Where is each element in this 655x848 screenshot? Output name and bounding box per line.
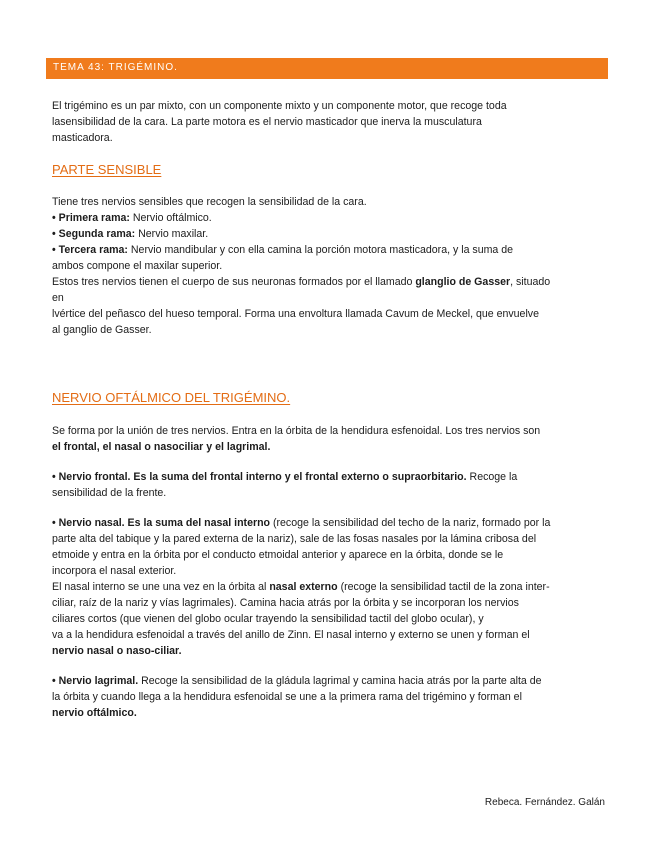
author-signature: Rebeca. Fernández. Galán: [484, 797, 605, 808]
emphasis-term: glanglio de Gasser: [415, 276, 511, 288]
body-line: incorpora el nasal exterior.: [52, 565, 177, 577]
parte-sensible-body: [52, 194, 604, 338]
list-item: [52, 242, 604, 258]
body-line: etmoide y entra en la órbita por el conducto etmoidal anterior y aparece en la órbita, donde se le: [52, 549, 504, 561]
body-line: • Nervio lagrimal. Recoge la sensibilidad de la gládula lagrimal y camina hacia atrás por la parte alta de: [52, 675, 542, 687]
section-heading-parte-sensible: PARTE SENSIBLE: [52, 162, 162, 177]
section-heading-nervio-oftalmico: NERVIO OFTÁLMICO DEL TRIGÉMINO.: [52, 390, 291, 405]
list-item-label: • Segunda rama:: [52, 228, 136, 240]
list-item-label: • Primera rama:: [52, 212, 130, 224]
list-item-label: • Nervio lagrimal.: [52, 675, 139, 687]
list-item: [52, 226, 604, 242]
body-line: el frontal, el nasal o nasociliar y el lagrimal.: [52, 441, 271, 453]
list-item-text: Nervio maxilar.: [135, 228, 209, 240]
body-line: ciliar, raíz de la nariz y vías lagrimales). Camina hacia atrás por la órbita y se incorporan los nervios: [52, 597, 519, 609]
body-line: parte alta del tabique y la pared externa de la nariz), sale de las fosas nasales por la lámina cribosa del: [52, 533, 537, 545]
body-line: • Nervio nasal. Es la suma del nasal interno (recoge la sensibilidad del techo de la nariz, formado por la: [52, 517, 551, 529]
body-line: al ganglio de Gasser.: [52, 324, 152, 336]
list-item-text: Nervio mandibular y con ella camina la porción motora masticadora, y la suma de: [127, 244, 514, 256]
body-line: • Nervio frontal. Es la suma del frontal interno y el frontal externo o supraorbitario. Recoge la: [52, 471, 518, 483]
body-line: ciliares cortos (que vienen del globo ocular trayendo la sensibilidad tactil del globo ocular), y: [52, 613, 484, 625]
list-item: [52, 210, 604, 226]
body-line: la órbita y cuando llega a la hendidura esfenoidal se une a la primera rama del trigémino y forman el: [52, 691, 522, 703]
intro-line: lasensibilidad de la cara. La parte motora es el nervio masticador que inerva la musculatura: [52, 116, 482, 128]
body-line: sensibilidad de la frente.: [52, 487, 167, 499]
list-item-label: • Tercera rama:: [52, 244, 128, 256]
chapter-title: TEMA 43: TRIGÉMINO.: [53, 62, 178, 73]
intro-line: masticadora.: [52, 132, 113, 144]
intro-line: El trigémino es un par mixto, con un componente mixto y un componente motor, que recoge toda: [52, 100, 507, 112]
list-item-label: • Nervio frontal.: [52, 471, 131, 483]
body-line: El nasal interno se une una vez en la órbita al nasal externo (recoge la sensibilidad tactil de la zona inter-: [52, 581, 550, 593]
body-line: Estos tres nervios tienen el cuerpo de sus neuronas formados por el llamado glanglio de Gasser, situado: [52, 276, 551, 288]
nervio-lagrimal-paragraph: [52, 673, 604, 721]
chapter-header-bar: [46, 58, 608, 79]
body-line: lvértice del peñasco del hueso temporal. Forma una envoltura llamada Cavum de Meckel, que envuelve: [52, 308, 539, 320]
nervio-nasal-paragraph: [52, 515, 604, 659]
body-line: Se forma por la unión de tres nervios. Entra en la órbita de la hendidura esfenoidal. Los tres nervios son: [52, 425, 541, 437]
body-line: nervio nasal o naso-ciliar.: [52, 645, 182, 657]
list-item-text: Nervio oftálmico.: [129, 212, 212, 224]
body-line: nervio oftálmico.: [52, 707, 137, 719]
body-line: va a la hendidura esfenoidal a través del anillo de Zinn. El nasal interno y externo se unen y forman el: [52, 629, 530, 641]
nervio-frontal-paragraph: [52, 469, 604, 501]
body-line: ambos compone el maxilar superior.: [52, 260, 223, 272]
emphasis-term: nasal externo: [269, 581, 338, 593]
intro-paragraph: [52, 98, 604, 146]
oftalmico-intro: [52, 423, 604, 455]
body-line: en: [52, 292, 64, 304]
body-line: Tiene tres nervios sensibles que recogen la sensibilidad de la cara.: [52, 196, 367, 208]
list-item-label: • Nervio nasal.: [52, 517, 125, 529]
